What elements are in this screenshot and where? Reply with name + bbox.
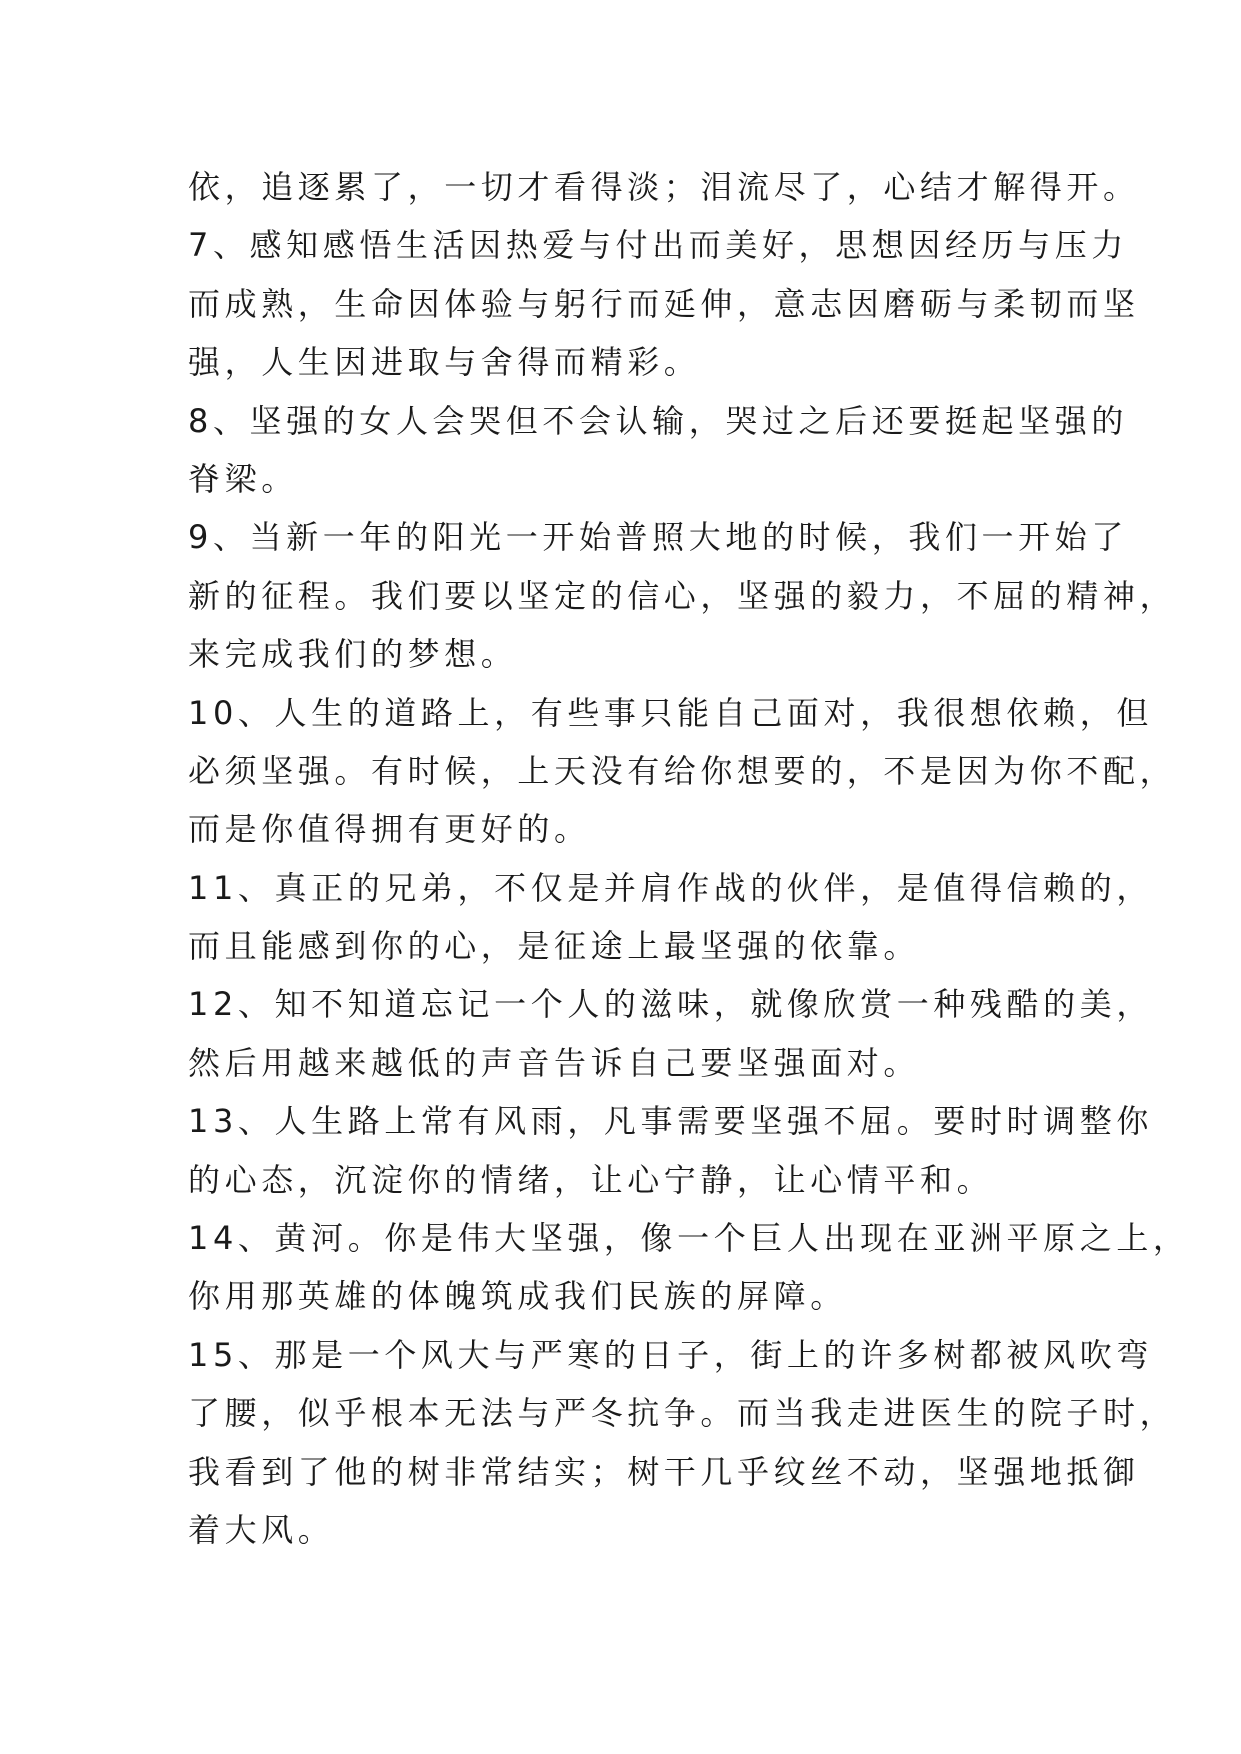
text-line: 15、那是一个风大与严寒的日子，街上的许多树都被风吹弯 bbox=[188, 1335, 1153, 1374]
text-line: 而是你值得拥有更好的。 bbox=[188, 810, 591, 849]
text-line: 你用那英雄的体魄筑成我们民族的屏障。 bbox=[188, 1277, 847, 1316]
text-line: 必须坚强。有时候，上天没有给你想要的，不是因为你不配， bbox=[188, 751, 1177, 790]
text-line: 12、知不知道忘记一个人的滋味，就像欣赏一种残酷的美， bbox=[188, 985, 1153, 1024]
text-line: 我看到了他的树非常结实；树干几乎纹丝不动，坚强地抵御 bbox=[188, 1452, 1140, 1491]
text-line: 而成熟，生命因体验与躬行而延伸，意志因磨砺与柔韧而坚 bbox=[188, 284, 1140, 323]
text-line: 来完成我们的梦想。 bbox=[188, 635, 518, 674]
text-line: 10、人生的道路上，有些事只能自己面对，我很想依赖，但 bbox=[188, 693, 1153, 732]
text-line: 8、坚强的女人会哭但不会认输，哭过之后还要挺起坚强的 bbox=[188, 401, 1128, 440]
text-line: 着大风。 bbox=[188, 1510, 335, 1549]
text-line: 7、感知感悟生活因热爱与付出而美好，思想因经历与压力 bbox=[188, 226, 1128, 265]
text-line: 11、真正的兄弟，不仅是并肩作战的伙伴，是值得信赖的， bbox=[188, 868, 1153, 907]
text-line: 强，人生因进取与舍得而精彩。 bbox=[188, 343, 701, 382]
text-line: 而且能感到你的心，是征途上最坚强的依靠。 bbox=[188, 927, 921, 966]
text-line: 的心态，沉淀你的情绪，让心宁静，让心情平和。 bbox=[188, 1160, 994, 1199]
text-line: 新的征程。我们要以坚定的信心，坚强的毅力，不屈的精神， bbox=[188, 576, 1177, 615]
body-text bbox=[188, 158, 1190, 1559]
text-line: 依，追逐累了，一切才看得淡；泪流尽了，心结才解得开。 bbox=[188, 168, 1140, 206]
text-line: 9、当新一年的阳光一开始普照大地的时候，我们一开始了 bbox=[188, 518, 1128, 557]
text-line: 13、人生路上常有风雨，凡事需要坚强不屈。要时时调整你 bbox=[188, 1102, 1153, 1141]
text-line: 14、黄河。你是伟大坚强，像一个巨人出现在亚洲平原之上， bbox=[188, 1219, 1190, 1258]
text-line: 然后用越来越低的声音告诉自己要坚强面对。 bbox=[188, 1043, 921, 1082]
text-line: 脊梁。 bbox=[188, 459, 298, 498]
text-line: 了腰，似乎根本无法与严冬抗争。而当我走进医生的院子时， bbox=[188, 1394, 1177, 1433]
